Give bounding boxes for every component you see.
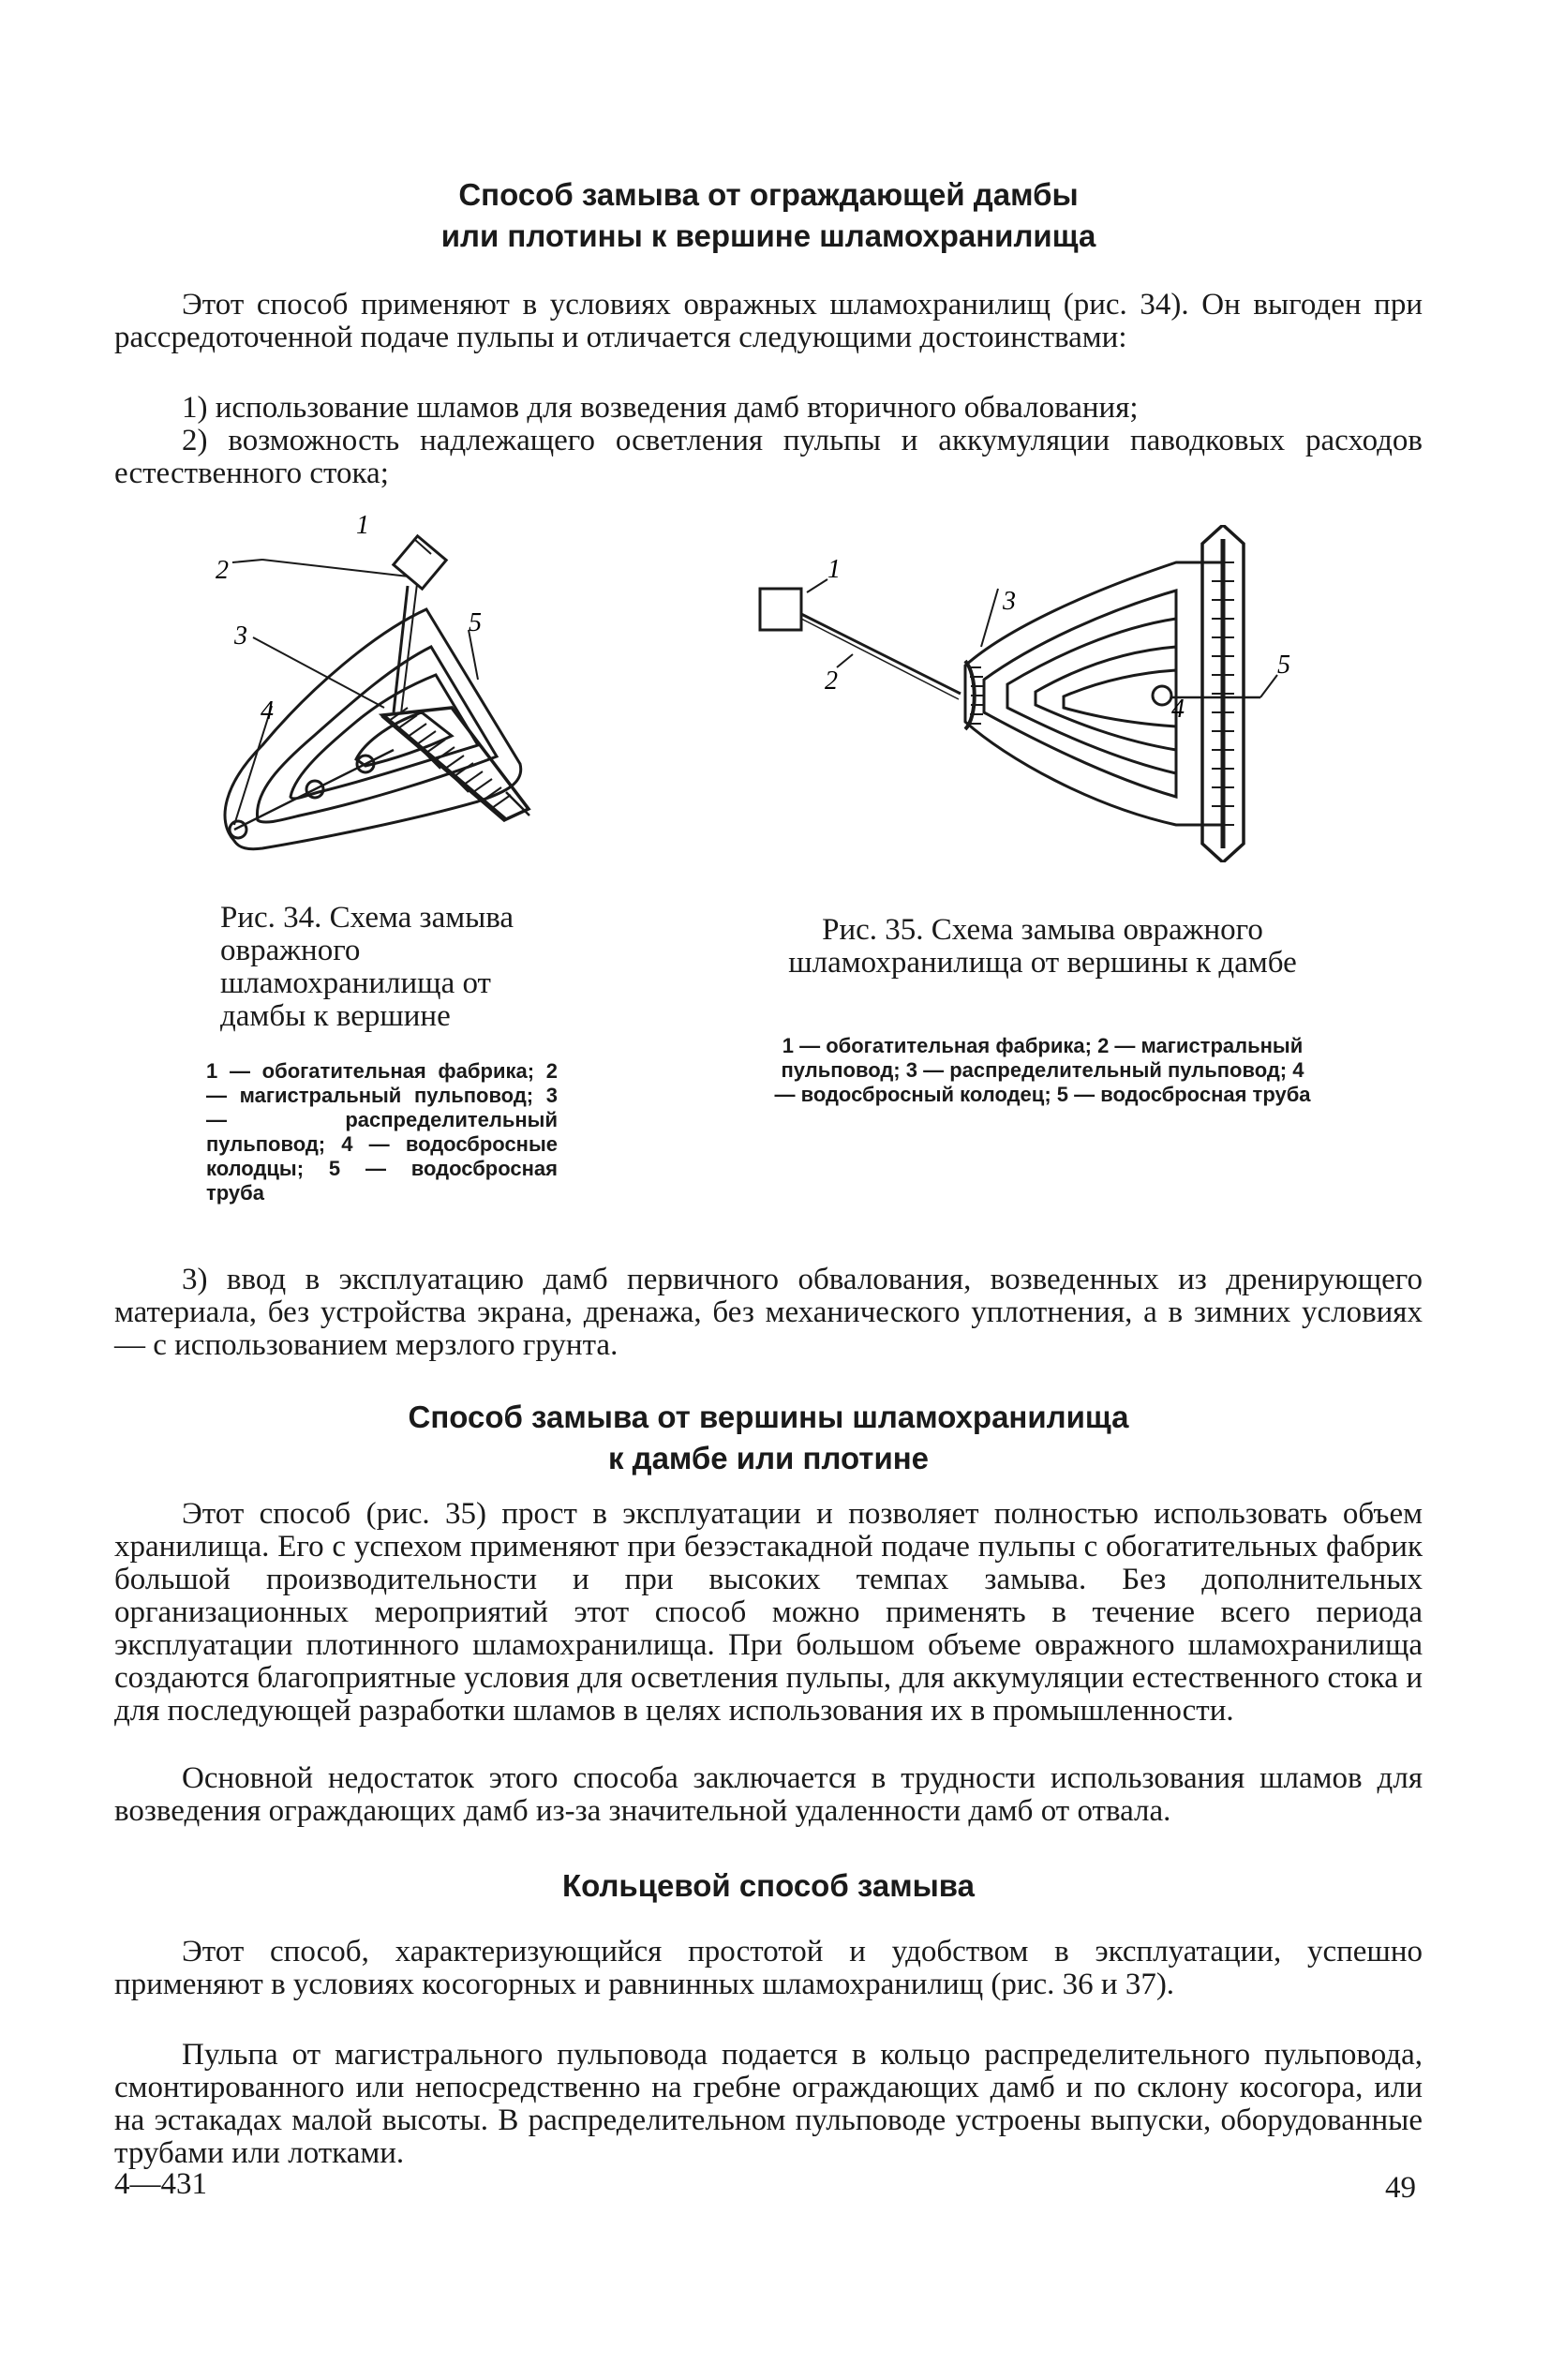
section-heading-1-line2: или плотины к вершине шламохранилища [440, 218, 1096, 253]
fig35-label-3: 3 [1003, 587, 1016, 616]
fig35-contour-3 [1036, 647, 1176, 750]
fig34-label-2: 2 [216, 556, 229, 585]
fig35-well [1153, 686, 1171, 705]
paragraph-ring-pipeline: Пульпа от магистрального пульповода подается в кольцо распределительного пульповода, смонтированного или непосредственно на гребне ограждающих дамб и по склону косогора, или на эстакадах малой высоты. В распределительном пульповоде устроены выпуски, оборудованные трубами или лотками. [114, 2038, 1423, 2170]
fig34-label-4: 4 [261, 696, 274, 726]
figure-34-diagram [206, 511, 553, 867]
figure-35-diagram [736, 525, 1317, 862]
fig34-label-3: 3 [234, 621, 247, 651]
fig34-caption-legend: 1 — обогатительная фабрика; 2 — магистральный пульповод; 3 — распределительный пульповод; 4 — водосбросные колодцы; 5 — водосбросная труба [206, 1059, 558, 1205]
section-heading-2-line2: к дамбе или плотине [607, 1441, 930, 1475]
page-number: 49 [1385, 2171, 1416, 2205]
fig35-caption-legend: 1 — обогатительная фабрика; 2 — магистральный пульповод; 3 — распределительный пульповод; 4 — водосбросный колодец; 5 — водосбросная труба [774, 1034, 1311, 1106]
paragraph-intro: Этот способ применяют в условиях овражных шламохранилищ (рис. 34). Он выгоден при рассредоточенной подаче пульпы и отличается следующими достоинствами: [114, 288, 1423, 354]
fig35-outlet-ticks [968, 667, 984, 724]
section-heading-1 [112, 174, 1424, 257]
paragraph-method-2-drawback: Основной недостаток этого способа заключается в трудности использования шламов для возведения ограждающих дамб из-за значительной удаленности дамб от отвала. [114, 1761, 1423, 1828]
fig35-label-1: 1 [827, 555, 841, 584]
fig34-label-1: 1 [356, 511, 369, 540]
fig35-contour-2 [1007, 619, 1176, 773]
fig34-caption-title: Рис. 34. Схема замыва овражного шламохранилища от дамбы к вершине [220, 901, 514, 1033]
paragraph-ring-method: Этот способ, характеризующийся простотой и удобством в эксплуатации, успешно применяют в условиях косогорных и равнинных шламохранилищ (рис. 36 и 37). [114, 1935, 1423, 2001]
fig35-contour-4 [1064, 670, 1176, 726]
section-heading-1-line1: Способ замыва от ограждающей дамбы [458, 177, 1079, 212]
fig34-label-5: 5 [469, 608, 482, 637]
list-item-3: 3) ввод в эксплуатацию дамб первичного обвалования, возведенных из дренирующего материала, без устройства экрана, дренажа, без механического уплотнения, а в зимних условиях — с использованием мерзлого грунта. [114, 1263, 1423, 1362]
footer-signature: 4—431 [114, 2167, 207, 2201]
fig35-caption-title: Рис. 35. Схема замыва овражного шламохранилища от вершины к дамбе [788, 913, 1297, 980]
fig35-factory-box [760, 589, 801, 630]
list-item-1: 1) использование шламов для возведения дамб вторичного обвалования; [182, 391, 1139, 425]
section-heading-3: Кольцевой способ замыва [561, 1868, 976, 1903]
paragraph-method-2: Этот способ (рис. 35) прост в эксплуатации и позволяет полностью использовать объем хранилища. Его с успехом применяют при безэстакадной подаче пульпы с обогатительных фабрик большой производительности и при высоких темпах замыва. Без дополнительных организационных мероприятий этот способ можно применять в течение всего периода эксплуатации плотинного шламохранилища. При большом объеме овражного шламохранилища создаются благоприятные условия для осветления пульпы, для аккумуляции естественного стока и для последующей разработки шламов в целях использования их в промышленности. [114, 1497, 1423, 1728]
section-heading-2-line1: Способ замыва от вершины шламохранилища [408, 1400, 1129, 1434]
fig34-main-pipe [394, 586, 408, 712]
fig35-label-5: 5 [1277, 651, 1290, 680]
list-item-2: 2) возможность надлежащего осветления пульпы и аккумуляции паводковых расходов естественного стока; [114, 424, 1423, 490]
fig35-label-2: 2 [825, 666, 838, 696]
section-heading-2 [112, 1397, 1424, 1479]
fig35-label-4: 4 [1171, 695, 1185, 724]
fig34-well-1 [230, 821, 246, 838]
